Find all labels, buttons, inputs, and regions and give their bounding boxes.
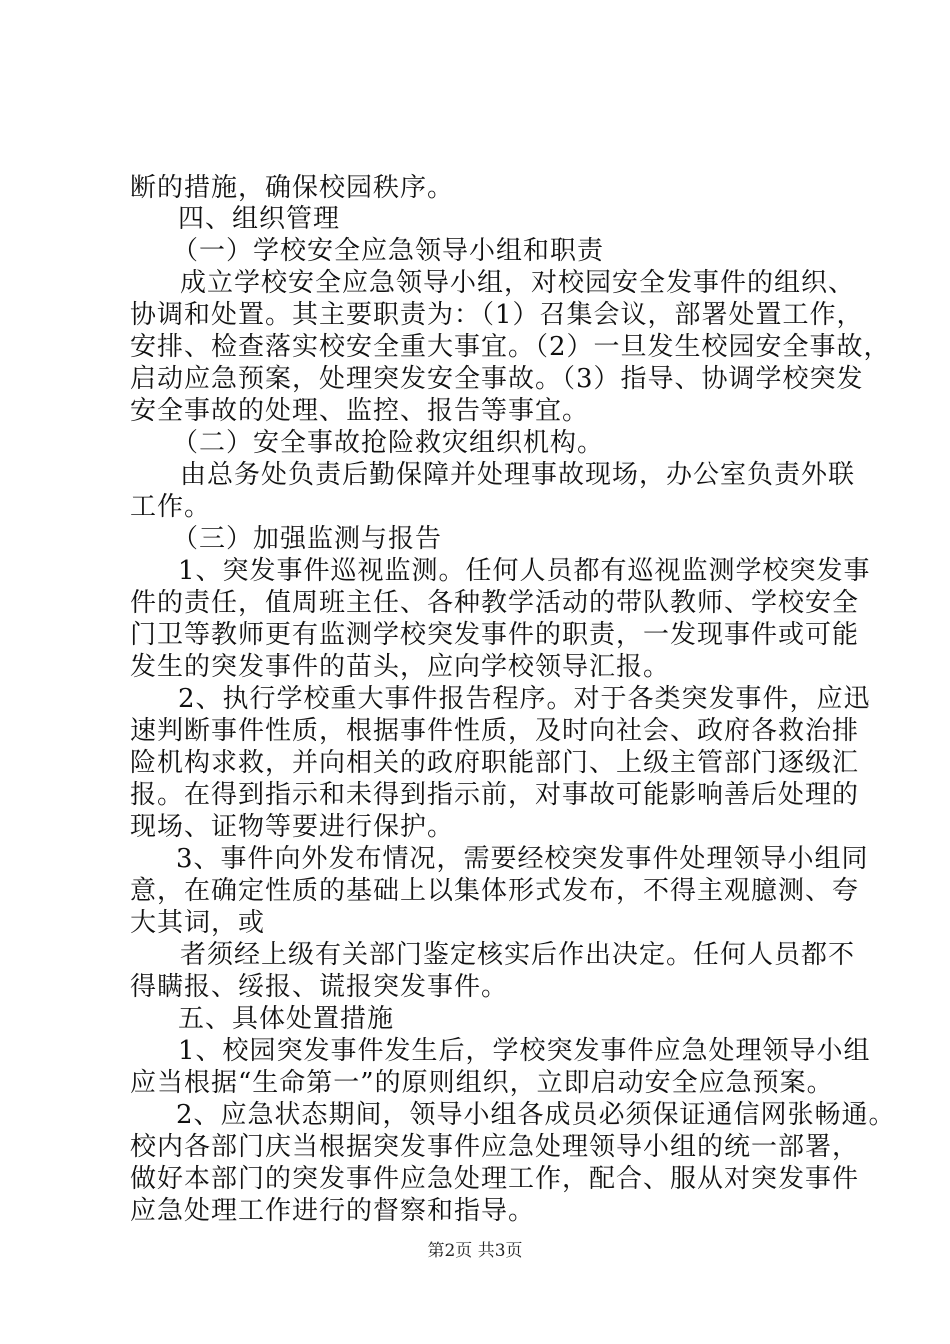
text-line: 工作。 [130, 492, 212, 522]
text-line: 2、应急状态期间，领导小组各成员必须保证通信网张畅通。 [176, 1100, 896, 1130]
text-line: 意，在确定性质的基础上以集体形式发布，不得主观臆测、夸 [130, 876, 860, 906]
page-number: 第2页 共3页 [427, 1241, 523, 1261]
subsection-heading: （三）加强监测与报告 [172, 524, 443, 554]
text-line: 1、突发事件巡视监测。任何人员都有巡视监测学校突发事 [178, 556, 871, 586]
text-line: 由总务处负责后勤保障并处理事故现场，办公室负责外联 [180, 460, 856, 490]
text-line: 做好本部门的突发事件应急处理工作，配合、服从对突发事件 [130, 1164, 860, 1194]
text-line: 安排、检查落实校安全重大事宜。（2）一旦发生校园安全事故， [130, 332, 891, 362]
text-line: 现场、证物等要进行保护。 [130, 812, 455, 842]
text-line: 成立学校安全应急领导小组，对校园安全发事件的组织、 [180, 268, 856, 298]
text-line: 3、事件向外发布情况，需要经校突发事件处理领导小组同 [176, 844, 869, 874]
text-line: 门卫等教师更有监测学校突发事件的职责，一发现事件或可能 [130, 620, 860, 650]
section-heading: 五、具体处置措施 [178, 1004, 395, 1034]
text-line: 校内各部门庆当根据突发事件应急处理领导小组的统一部署， [130, 1132, 860, 1162]
text-line: 应急处理工作进行的督察和指导。 [130, 1196, 536, 1226]
text-line: 2、执行学校重大事件报告程序。对于各类突发事件，应迅 [178, 684, 871, 714]
subsection-heading: （一）学校安全应急领导小组和职责 [172, 236, 605, 266]
text-line: 发生的突发事件的苗头，应向学校领导汇报。 [130, 652, 671, 682]
section-heading: 四、组织管理 [178, 204, 341, 234]
text-line: 安全事故的处理、监控、报告等事宜。 [130, 396, 590, 426]
text-line: 得瞒报、绥报、谎报突发事件。 [130, 972, 509, 1002]
text-line: 报。在得到指示和未得到指示前，对事故可能影响善后处理的 [130, 780, 860, 810]
text-line: 1、校园突发事件发生后，学校突发事件应急处理领导小组 [178, 1036, 871, 1066]
subsection-heading: （二）安全事故抢险救灾组织机构。 [172, 428, 605, 458]
text-line: 断的措施，确保校园秩序。 [130, 173, 455, 203]
text-line: 速判断事件性质，根据事件性质，及时向社会、政府各救治排 [130, 716, 860, 746]
text-line: 险机构求救，并向相关的政府职能部门、上级主管部门逐级汇 [130, 748, 860, 778]
text-line: 协调和处置。其主要职责为：（1）召集会议，部署处置工作， [130, 300, 864, 330]
text-line: 启动应急预案，处理突发安全事故。（3）指导、协调学校突发 [130, 364, 864, 394]
text-line: 应当根据“生命第一”的原则组织，立即启动安全应急预案。 [130, 1068, 834, 1098]
text-line: 者须经上级有关部门鉴定核实后作出决定。任何人员都不 [180, 940, 856, 970]
text-line: 大其词，或 [130, 908, 266, 938]
text-line: 件的责任，值周班主任、各种教学活动的带队教师、学校安全 [130, 588, 860, 618]
